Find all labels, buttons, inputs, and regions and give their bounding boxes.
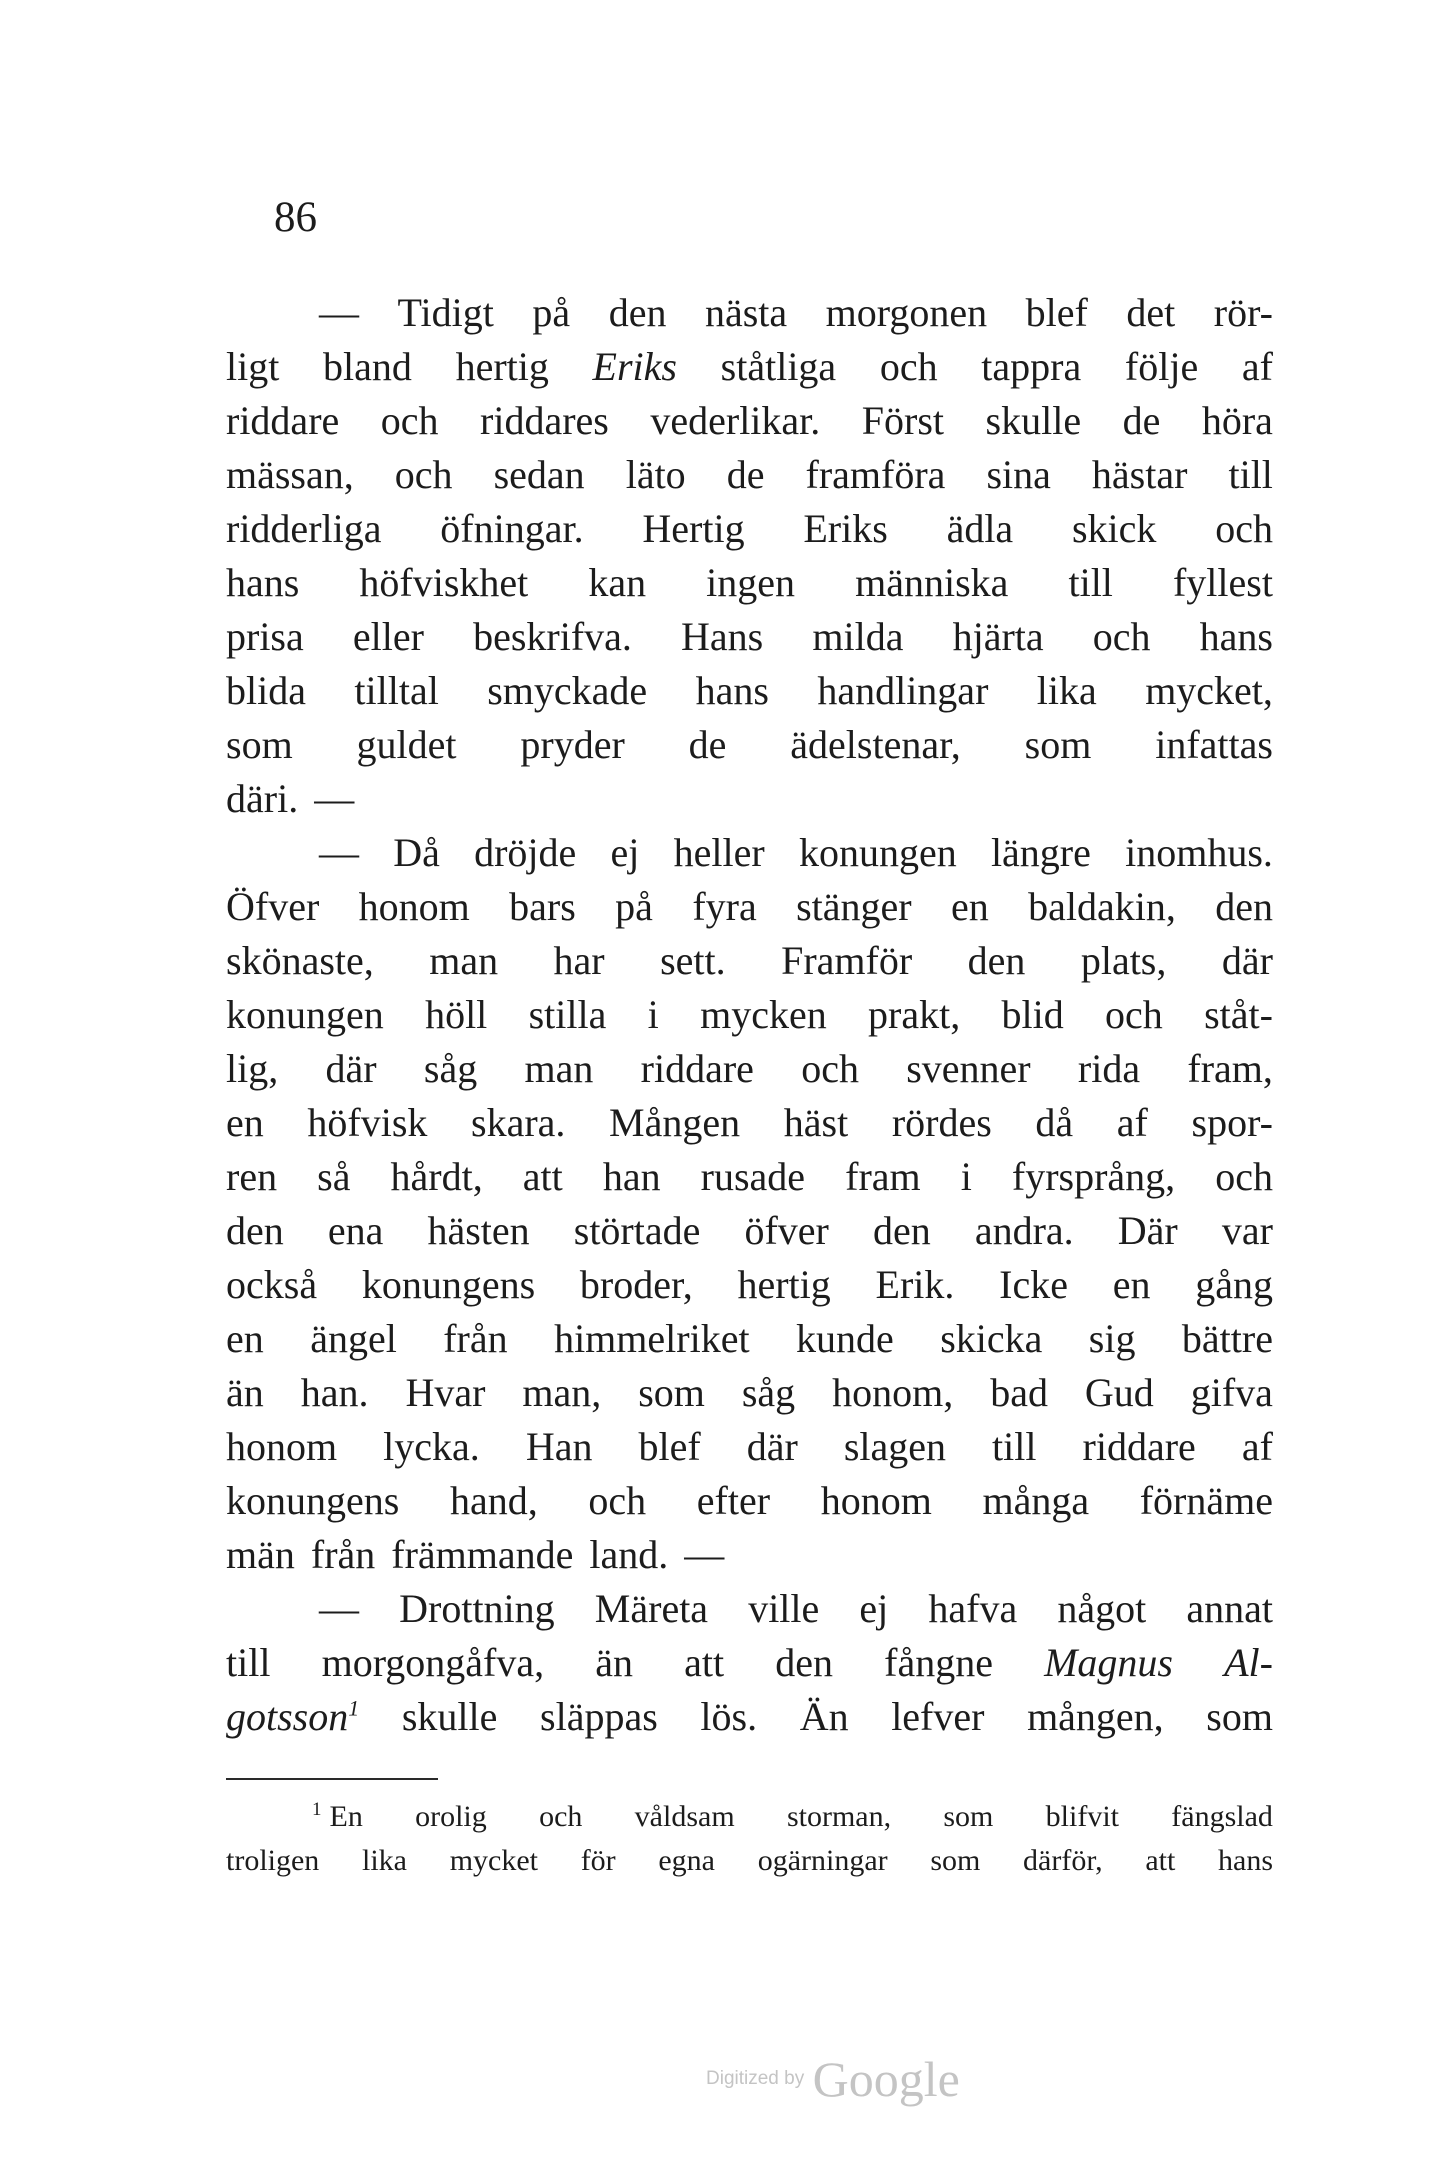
word: guldet: [356, 722, 457, 767]
word: lycka.: [383, 1424, 480, 1469]
word: rida: [1077, 1046, 1141, 1091]
word: något: [1057, 1586, 1147, 1631]
word: bland: [323, 344, 412, 389]
word: ridderliga: [226, 506, 382, 551]
word: störtade: [573, 1208, 701, 1253]
word: hästar: [1091, 452, 1188, 497]
text-line: [226, 1312, 1273, 1366]
word: och: [801, 1046, 859, 1091]
text-line: [226, 610, 1273, 664]
word: storman,: [786, 1800, 892, 1833]
word: män: [226, 1532, 295, 1577]
word: läto: [625, 452, 686, 497]
word: och: [1215, 506, 1273, 551]
text-line: [226, 340, 1273, 394]
word: Märeta: [594, 1586, 709, 1631]
word: lig,: [226, 1046, 279, 1091]
word: har: [553, 938, 605, 983]
word: till: [992, 1424, 1037, 1469]
word: smyckade: [487, 668, 648, 713]
word: Hvar: [405, 1370, 486, 1415]
word: sett.: [660, 938, 726, 983]
word: Då: [393, 830, 440, 875]
word: konungen: [226, 992, 384, 1037]
word: hårdt,: [390, 1154, 483, 1199]
word: de: [688, 722, 727, 767]
text-line: [226, 1366, 1273, 1420]
word: då: [1035, 1100, 1074, 1145]
word: gotsson$^1$: [226, 1694, 360, 1739]
text-line: [226, 880, 1273, 934]
word: människa: [855, 560, 1009, 605]
word: af: [1241, 1424, 1273, 1469]
word: det: [1126, 290, 1176, 335]
word: riddare: [640, 1046, 754, 1091]
word: framföra: [805, 452, 946, 497]
word: skulle: [985, 398, 1082, 443]
word: från: [310, 1532, 376, 1577]
word: ängel: [310, 1316, 397, 1361]
word: där: [325, 1046, 377, 1091]
word: infattas: [1155, 722, 1273, 767]
word: ståt-: [1204, 992, 1273, 1037]
footnote-line: [226, 1795, 1273, 1839]
word: Än: [799, 1694, 849, 1739]
word: hafva: [928, 1586, 1018, 1631]
word: och: [380, 398, 439, 443]
word: han: [602, 1154, 661, 1199]
word: annat: [1186, 1586, 1273, 1631]
word: där: [746, 1424, 798, 1469]
word: gång: [1195, 1262, 1273, 1307]
text-line: [226, 826, 1273, 880]
word: längre: [990, 830, 1091, 875]
word: af: [1116, 1100, 1148, 1145]
word: som: [1206, 1694, 1273, 1739]
word: våldsam: [634, 1800, 735, 1833]
word: ej: [610, 830, 640, 875]
word: kunde: [796, 1316, 894, 1361]
word: broder,: [579, 1262, 693, 1307]
word: tappra: [981, 344, 1082, 389]
word: bättre: [1181, 1316, 1273, 1361]
word: fyra: [692, 884, 757, 929]
word: stilla: [528, 992, 607, 1037]
text-line: [226, 934, 1273, 988]
word: Framför: [781, 938, 913, 983]
word: öfver: [744, 1208, 829, 1253]
word: honom: [226, 1424, 338, 1469]
word: mången,: [1027, 1694, 1164, 1739]
word: ej: [859, 1586, 889, 1631]
word: till: [226, 1640, 271, 1685]
word: morgongåfva,: [321, 1640, 545, 1685]
text-line: [226, 1528, 1273, 1582]
word: de: [726, 452, 765, 497]
word: och: [588, 1478, 647, 1523]
text-line: [226, 718, 1273, 772]
footnote-reference: 1: [348, 1695, 360, 1721]
word: släppas: [540, 1694, 658, 1739]
word: skulle: [401, 1694, 498, 1739]
word: för: [580, 1844, 616, 1877]
word: såg: [741, 1370, 796, 1415]
word: och: [1215, 1154, 1273, 1199]
word: många: [982, 1478, 1090, 1523]
word: skick: [1071, 506, 1157, 551]
word: Mången: [609, 1100, 741, 1145]
word: som: [1024, 722, 1092, 767]
word: lefver: [891, 1694, 985, 1739]
word: ligt: [226, 344, 280, 389]
word: han.: [300, 1370, 369, 1415]
word: konungens: [226, 1478, 400, 1523]
word: Icke: [999, 1262, 1068, 1307]
word: följe: [1124, 344, 1199, 389]
body-text: [226, 286, 1273, 1744]
word: man: [524, 1046, 594, 1091]
word: inomhus.: [1125, 830, 1273, 875]
word: mässan,: [226, 452, 354, 497]
word: kan: [588, 560, 647, 605]
word: Hans: [681, 614, 764, 659]
word: höll: [425, 992, 488, 1037]
text-line: [226, 988, 1273, 1042]
word: hertig: [737, 1262, 831, 1307]
word: Gud: [1084, 1370, 1154, 1415]
word: att: [522, 1154, 563, 1199]
word: riddare: [1082, 1424, 1196, 1469]
text-line: [226, 664, 1273, 718]
word: till: [1228, 452, 1273, 497]
word: och: [539, 1800, 583, 1833]
word: på: [615, 884, 653, 929]
word: man: [429, 938, 499, 983]
text-line: [226, 286, 1273, 340]
word: efter: [696, 1478, 771, 1523]
word: och: [1105, 992, 1163, 1037]
footnote-line: [226, 1839, 1273, 1883]
word: riddares: [480, 398, 609, 443]
word: dröjde: [474, 830, 577, 875]
word: plats,: [1080, 938, 1167, 983]
word: riddare: [226, 398, 340, 443]
word: också: [226, 1262, 318, 1307]
word: och: [394, 452, 453, 497]
word: en: [1112, 1262, 1151, 1307]
word: därför,: [1023, 1844, 1103, 1877]
word: skicka: [940, 1316, 1043, 1361]
word: tilltal: [354, 668, 439, 713]
word: såg: [423, 1046, 478, 1091]
word: nästa: [704, 290, 788, 335]
word: baldakin,: [1028, 884, 1176, 929]
text-line: [226, 1420, 1273, 1474]
word: —: [319, 1586, 359, 1631]
word: ingen: [706, 560, 796, 605]
word: skönaste,: [226, 938, 374, 983]
text-line: [226, 1042, 1273, 1096]
word: en: [950, 884, 989, 929]
word: hans: [226, 560, 300, 605]
text-line: [226, 772, 1273, 826]
word: de: [1122, 398, 1161, 443]
word: på: [532, 290, 571, 335]
word: $^1$ En: [312, 1799, 363, 1833]
word: var: [1221, 1208, 1273, 1253]
word: sig: [1088, 1316, 1136, 1361]
word: i: [647, 992, 659, 1037]
word: konungen: [798, 830, 957, 875]
text-line: [226, 1204, 1273, 1258]
word: Eriks: [803, 506, 888, 551]
word: konungens: [361, 1262, 536, 1307]
word: den: [1215, 884, 1273, 929]
word: af: [1241, 344, 1273, 389]
word: svenner: [906, 1046, 1031, 1091]
word: blid: [1001, 992, 1064, 1037]
word: fyrsprång,: [1011, 1154, 1176, 1199]
word: Först: [861, 398, 945, 443]
word: heller: [673, 830, 765, 875]
word: sedan: [493, 452, 585, 497]
word: och: [879, 344, 938, 389]
word: himmelriket: [554, 1316, 750, 1361]
word: däri.: [226, 776, 299, 821]
word: fångne: [884, 1640, 993, 1685]
word: Drottning: [399, 1586, 555, 1631]
word: bars: [509, 884, 576, 929]
word: blef: [1025, 290, 1088, 335]
word: rördes: [891, 1100, 992, 1145]
word: troligen: [226, 1844, 320, 1877]
word: i: [960, 1154, 972, 1199]
word: än: [595, 1640, 634, 1685]
word: öfningar.: [440, 506, 584, 551]
text-line: [226, 502, 1273, 556]
text-line: [226, 1474, 1273, 1528]
word: —: [319, 290, 359, 335]
word: vederlikar.: [650, 398, 821, 443]
word: honom,: [832, 1370, 954, 1415]
word: sina: [986, 452, 1051, 497]
word: handlingar: [817, 668, 989, 713]
word: Hertig: [642, 506, 745, 551]
word: skara.: [471, 1100, 566, 1145]
word: den: [967, 938, 1026, 983]
word: den: [775, 1640, 834, 1685]
word: —: [684, 1532, 725, 1577]
word: land.: [589, 1532, 669, 1577]
word: Magnus: [1044, 1640, 1173, 1685]
word: prisa: [226, 614, 304, 659]
word: lös.: [700, 1694, 758, 1739]
word: milda: [812, 614, 904, 659]
word: gifva: [1190, 1370, 1273, 1415]
word: ogärningar: [757, 1844, 888, 1877]
word: Al-: [1224, 1640, 1273, 1685]
word: —: [319, 830, 359, 875]
word: Tidigt: [397, 290, 494, 335]
word: orolig: [415, 1800, 487, 1833]
word: egna: [658, 1844, 715, 1877]
word: Där: [1117, 1208, 1178, 1253]
footnote-rule: [226, 1778, 438, 1780]
word: hans: [695, 668, 769, 713]
word: än: [226, 1370, 264, 1415]
word: ädelstenar,: [790, 722, 961, 767]
word: Eriks: [592, 344, 677, 389]
digitized-watermark: [706, 2050, 960, 2108]
word: fram,: [1187, 1046, 1273, 1091]
word: den: [872, 1208, 931, 1253]
word: att: [1145, 1844, 1176, 1877]
word: mycket,: [1145, 668, 1273, 713]
word: ren: [226, 1154, 278, 1199]
word: honom: [358, 884, 470, 929]
word: hand,: [449, 1478, 538, 1523]
word: häst: [783, 1100, 849, 1145]
word: spor-: [1191, 1100, 1273, 1145]
word: en: [226, 1316, 264, 1361]
word: höfviskhet: [359, 560, 529, 605]
word: —: [314, 776, 355, 821]
word: från: [443, 1316, 508, 1361]
word: lika: [362, 1844, 407, 1877]
text-line: [226, 1582, 1273, 1636]
word: morgonen: [825, 290, 988, 335]
word: en: [226, 1100, 264, 1145]
word: beskrifva.: [473, 614, 632, 659]
word: Han: [525, 1424, 593, 1469]
word: stänger: [796, 884, 912, 929]
word: hans: [1218, 1844, 1273, 1877]
word: där: [1221, 938, 1273, 983]
word: Erik.: [875, 1262, 955, 1307]
word: ståtliga: [720, 344, 837, 389]
footnote: [226, 1795, 1273, 1883]
word: blef: [638, 1424, 701, 1469]
word: hans: [1199, 614, 1273, 659]
word: den: [226, 1208, 284, 1253]
word: hertig: [455, 344, 549, 389]
word: främmande: [391, 1532, 574, 1577]
text-line: [226, 1636, 1273, 1690]
word: förnäme: [1139, 1478, 1273, 1523]
word: prakt,: [868, 992, 961, 1037]
word: höfvisk: [307, 1100, 428, 1145]
word: ena: [327, 1208, 384, 1253]
text-line: [226, 1096, 1273, 1150]
word: mycken: [700, 992, 827, 1037]
word: och: [1092, 614, 1151, 659]
word: ville: [748, 1586, 820, 1631]
word: fram: [845, 1154, 921, 1199]
word: som: [226, 722, 293, 767]
digitized-brand: Google: [812, 2051, 960, 2107]
text-line: [226, 394, 1273, 448]
word: att: [684, 1640, 725, 1685]
word: lika: [1036, 668, 1097, 713]
word: fängslad: [1171, 1800, 1273, 1833]
text-line: [226, 448, 1273, 502]
text-line: [226, 1258, 1273, 1312]
footnote-marker: 1: [312, 1799, 322, 1820]
text-line: [226, 1690, 1273, 1744]
word: höra: [1201, 398, 1273, 443]
word: Öfver: [226, 884, 320, 929]
word: hjärta: [952, 614, 1044, 659]
word: andra.: [974, 1208, 1074, 1253]
word: pryder: [520, 722, 625, 767]
word: till: [1068, 560, 1113, 605]
text-line: [226, 1150, 1273, 1204]
word: blida: [226, 668, 306, 713]
word: som: [638, 1370, 705, 1415]
word: fyllest: [1172, 560, 1273, 605]
word: rör-: [1213, 290, 1273, 335]
word: så: [317, 1154, 351, 1199]
word: hästen: [427, 1208, 530, 1253]
word: den: [608, 290, 667, 335]
word: som: [943, 1800, 994, 1833]
text-line: [226, 556, 1273, 610]
word: bad: [990, 1370, 1048, 1415]
page-number: 86: [274, 194, 317, 241]
word: man,: [522, 1370, 602, 1415]
word: rusade: [700, 1154, 806, 1199]
word: ädla: [946, 506, 1014, 551]
word: som: [930, 1844, 981, 1877]
word: blifvit: [1045, 1800, 1120, 1833]
word: eller: [352, 614, 424, 659]
word: honom: [820, 1478, 932, 1523]
digitized-prefix: Digitized by: [706, 2068, 805, 2089]
word: mycket: [449, 1844, 538, 1877]
word: slagen: [843, 1424, 946, 1469]
